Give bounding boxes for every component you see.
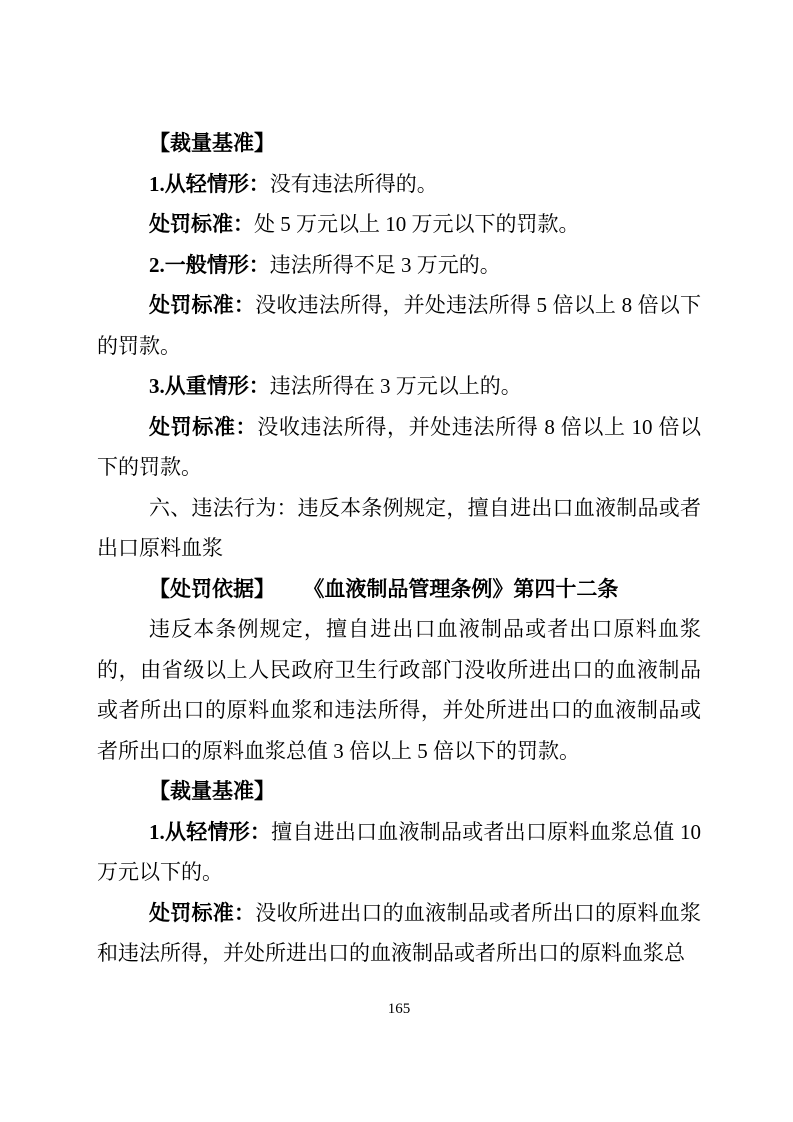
para-penalty-standard-2 [97,285,701,366]
para-text: 违反本条例规定，擅自进出口血液制品或者出口原料血浆的，由省级以上人民政府卫生行政部门没收所进出口的血液制品或者所出口的原料血浆和违法所得，并处所进出口的血液制品或者所出口的原料血浆总值 3 倍以上 5 倍以下的罚款。 [97,617,701,763]
heading-penalty-basis [97,569,701,610]
heading-text: 【裁量基准】 [149,131,275,155]
para-penalty-standard-3 [97,407,701,488]
para-label: 1.从轻情形： [149,819,272,844]
para-label: 2.一般情形： [149,252,270,277]
heading-text: 【裁量基准】 [149,779,275,803]
para-text: 没收所进出口的血液制品或者所出口的原料血浆和违法所得，并处所进出口的血液制品或者所出口的原料血浆总 [97,900,702,965]
para-text: 违法所得在 3 万元以上的。 [269,374,522,398]
para-penalty-standard-4 [97,893,701,974]
para-text: 没有违法所得的。 [269,171,438,196]
para-severe-circumstance-1 [97,366,701,407]
para-label: 3.从重情形： [149,374,270,398]
para-text: 擅自进出口血液制品或者出口原料血浆总值 10 万元以下的。 [97,819,702,884]
heading-discretion-benchmark-1 [97,123,701,164]
heading-regulation-title: 《血液制品管理条例》第四十二条 [303,576,619,601]
para-label: 处罚标准： [149,293,256,317]
para-regulation-body [97,609,701,771]
para-text: 没收违法所得，并处违法所得 8 倍以上 10 倍以下的罚款。 [97,414,702,479]
para-penalty-standard-1 [97,204,701,245]
para-lenient-circumstance-1 [97,164,701,205]
document-content [97,123,701,974]
para-label: 1.从轻情形： [149,171,270,196]
para-label: 处罚标准： [149,900,256,925]
para-lenient-circumstance-2 [97,812,701,893]
para-label: 处罚标准： [149,212,254,236]
para-label: 处罚标准： [149,414,258,439]
para-text: 没收违法所得，并处违法所得 5 倍以上 8 倍以下的罚款。 [97,293,702,358]
para-general-circumstance-1 [97,245,701,286]
para-illegal-act-6 [97,488,701,569]
heading-label: 【处罚依据】 [149,576,275,601]
para-text: 违法所得不足 3 万元的。 [269,252,501,277]
para-text: 处 5 万元以上 10 万元以下的罚款。 [254,212,580,236]
para-text: 六、违法行为：违反本条例规定，擅自进出口血液制品或者出口原料血浆 [97,495,701,560]
page-number: 165 [387,1001,411,1017]
heading-discretion-benchmark-2 [97,771,701,812]
